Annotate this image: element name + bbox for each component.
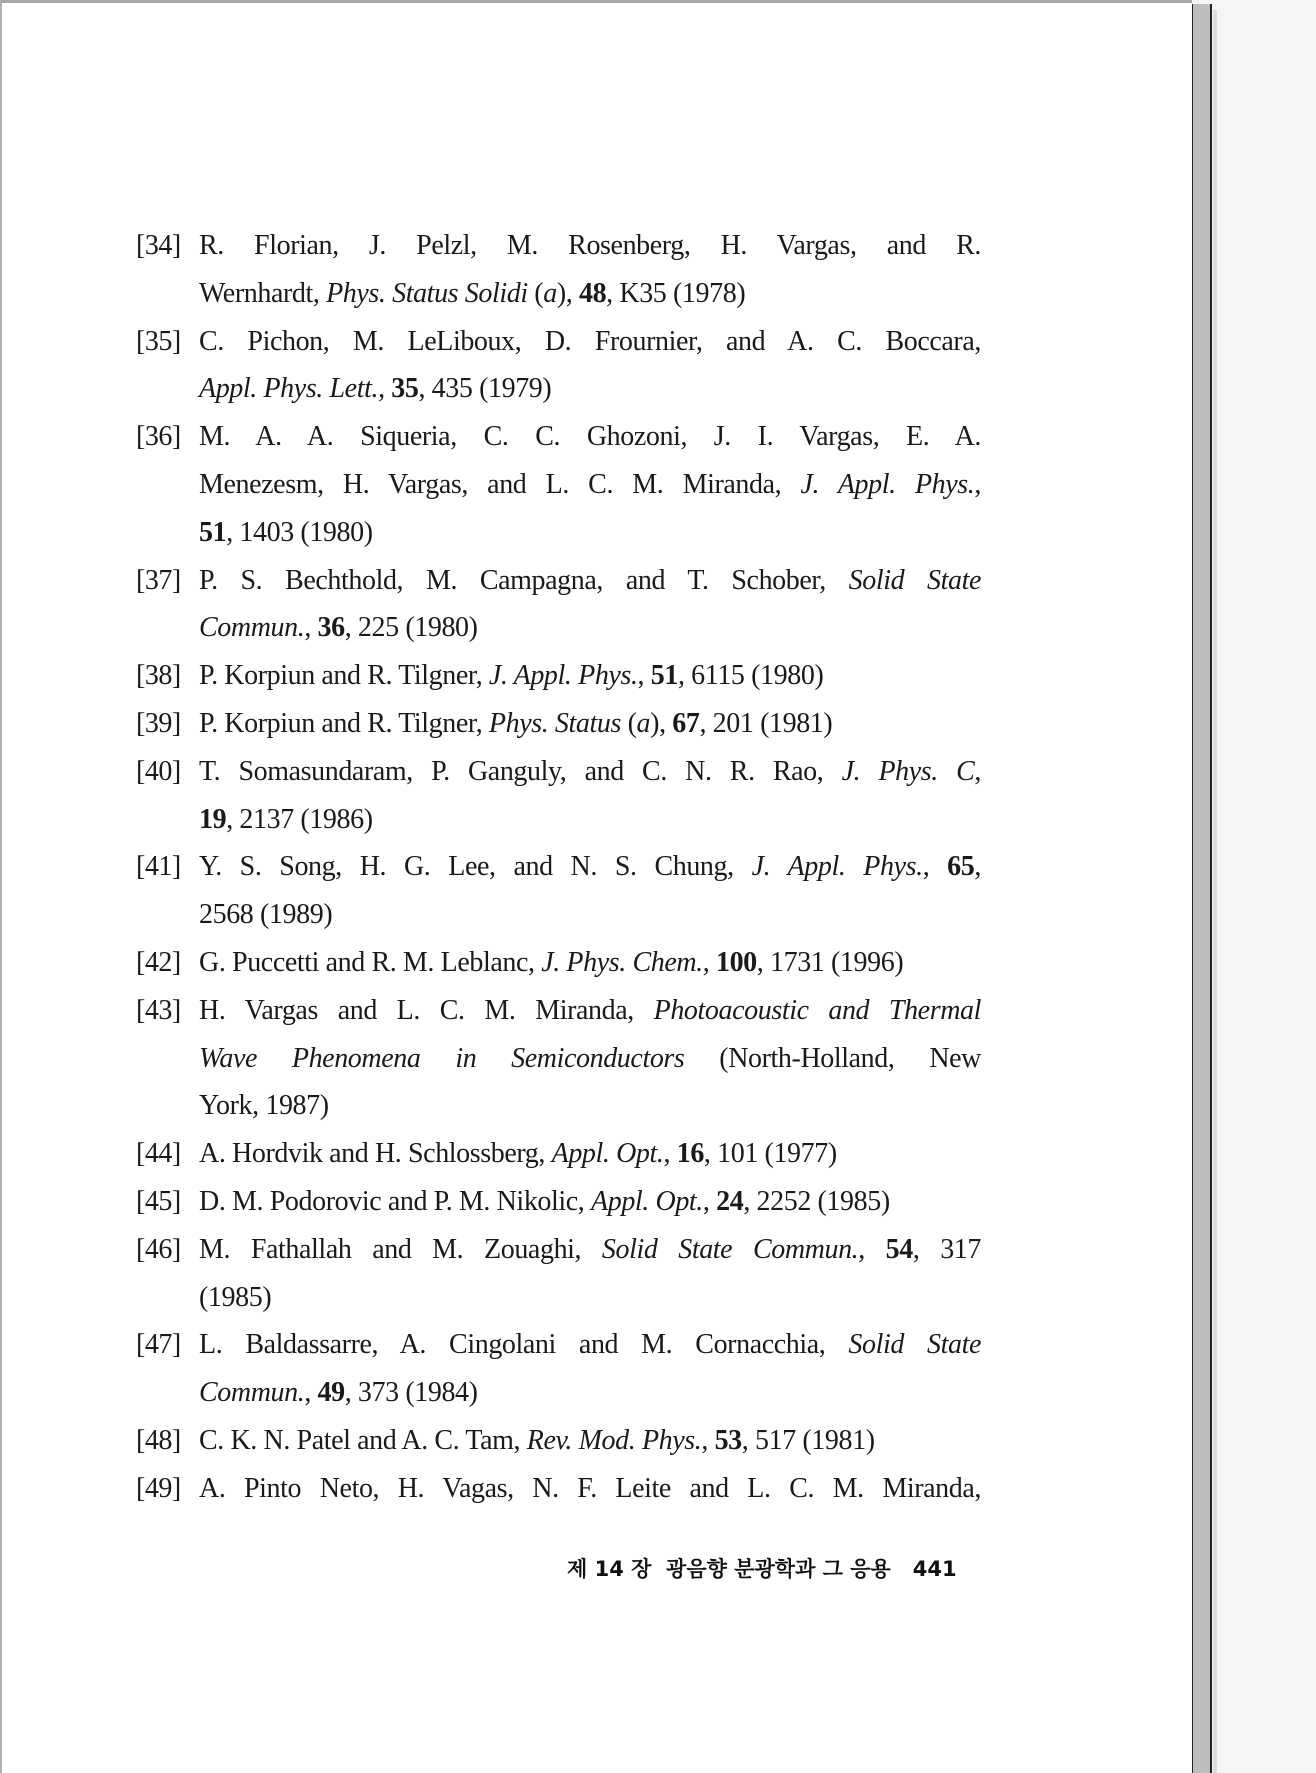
volume-number: 67 — [672, 708, 700, 739]
volume-number: 53 — [714, 1425, 742, 1456]
volume-number: 16 — [676, 1138, 704, 1170]
reference-text: , — [858, 1233, 886, 1265]
reference-text: ), — [650, 708, 673, 739]
reference-number: [34] — [136, 230, 181, 261]
reference-line — [199, 1469, 981, 1509]
reference-text: , 435 (1979) — [418, 373, 552, 405]
reference-text: ), — [556, 277, 579, 309]
reference-text: H. Vargas and L. C. M. Miranda, — [199, 994, 654, 1026]
reference-line — [199, 847, 981, 887]
journal-title: Phys. Status Solidi — [326, 277, 528, 309]
journal-title: J. Appl. Phys. — [488, 660, 638, 692]
reference-text: , 1403 (1980) — [226, 516, 373, 548]
reference-line — [199, 800, 981, 840]
reference-text: Menezesm, H. Vargas, and L. C. M. Miranda, — [199, 469, 801, 500]
volume-number: 36 — [317, 612, 345, 644]
reference-text: , 225 (1980) — [344, 612, 478, 644]
reference-text: 2568 (1989) — [199, 899, 333, 931]
reference-text: M. Fathallah and M. Zouaghi, — [199, 1233, 602, 1265]
reference-line — [199, 1086, 981, 1126]
journal-title: Solid State — [848, 564, 981, 596]
reference-text: , 201 (1981) — [699, 708, 833, 739]
reference-text: C. Pichon, M. LeLiboux, D. Frournier, and A. C. Boccara, — [199, 325, 981, 357]
reference-number: [41] — [136, 851, 181, 883]
reference-text: , 6115 (1980) — [677, 660, 824, 692]
reference-text: , K35 (1978) — [606, 277, 746, 309]
reference-number: [36] — [136, 421, 181, 453]
reference-text: , — [378, 373, 392, 405]
reference-line — [199, 274, 981, 314]
reference-number: [42] — [136, 947, 181, 978]
journal-title: Wave Phenomena in Semiconductors — [199, 1042, 685, 1074]
reference-text: , 517 (1981) — [741, 1425, 875, 1456]
journal-title: Commun. — [199, 1377, 305, 1409]
reference-text: ( — [621, 708, 637, 739]
reference-line — [199, 656, 981, 696]
reference-text: T. Somasundaram, P. Ganguly, and C. N. R. Rao, — [199, 755, 842, 787]
reference-line — [199, 1325, 981, 1365]
reference-line — [199, 752, 981, 792]
volume-number: 51 — [650, 660, 678, 692]
reference-text: A. Pinto Neto, H. Vagas, N. F. Leite and L. C. M. Miranda, — [199, 1472, 981, 1504]
reference-number: [46] — [136, 1233, 181, 1265]
journal-title: a — [636, 708, 651, 739]
reference-text: G. Puccetti and R. M. Leblanc, — [199, 947, 542, 978]
page-footer — [567, 1553, 957, 1583]
reference-line — [199, 1182, 981, 1222]
reference-text: (1985) — [199, 1281, 272, 1313]
volume-number: 54 — [885, 1233, 913, 1265]
volume-number: 48 — [578, 277, 607, 309]
volume-number: 100 — [715, 947, 757, 978]
reference-line — [199, 417, 981, 457]
reference-text: , — [663, 1138, 677, 1170]
reference-text: P. Korpiun and R. Tilgner, — [199, 660, 489, 692]
reference-text: , — [922, 851, 948, 883]
reference-number: [37] — [136, 564, 181, 596]
reference-text: (North-Holland, New — [684, 1042, 981, 1074]
running-header-chapter: 제 14 장 광음향 분광학과 그 응용 — [567, 1557, 891, 1581]
reference-text: , — [974, 469, 981, 500]
journal-title: Appl. Phys. Lett. — [199, 373, 379, 405]
reference-text: D. M. Podorovic and P. M. Nikolic, — [199, 1186, 592, 1217]
reference-line — [199, 1134, 981, 1174]
page-edge — [1192, 4, 1212, 1773]
reference-line — [199, 513, 981, 553]
reference-line — [199, 226, 981, 266]
reference-text: , — [974, 851, 981, 883]
reference-text: , — [702, 1186, 717, 1217]
reference-text: Y. S. Song, H. G. Lee, and N. S. Chung, — [199, 851, 752, 883]
reference-number: [49] — [136, 1472, 181, 1504]
reference-text: , — [702, 947, 716, 978]
reference-number: [40] — [136, 755, 181, 787]
reference-number: [38] — [136, 660, 181, 692]
reference-number: [39] — [136, 708, 181, 739]
reference-line — [199, 561, 981, 601]
reference-line — [199, 465, 981, 505]
volume-number: 35 — [391, 373, 419, 405]
reference-number: [48] — [136, 1425, 181, 1456]
reference-line — [199, 704, 981, 744]
reference-number: [43] — [136, 994, 181, 1026]
reference-line — [199, 608, 981, 648]
journal-title: J. Phys. C — [841, 755, 975, 787]
reference-text: L. Baldassarre, A. Cingolani and M. Cornacchia, — [199, 1329, 849, 1361]
reference-number: [44] — [136, 1138, 181, 1170]
volume-number: 65 — [947, 851, 975, 883]
reference-line — [199, 322, 981, 362]
reference-text: , 317 — [912, 1233, 981, 1265]
journal-title: J. Appl. Phys. — [800, 469, 975, 500]
reference-text: Wernhardt, — [199, 277, 327, 309]
reference-number: [35] — [136, 325, 181, 357]
reference-line — [199, 943, 981, 983]
reference-text: , — [974, 755, 981, 787]
volume-number: 49 — [317, 1377, 345, 1409]
reference-text: , — [304, 1377, 318, 1409]
volume-number: 19 — [199, 803, 227, 835]
journal-title: Phys. Status — [488, 708, 621, 739]
reference-text: , 101 (1977) — [703, 1138, 837, 1170]
reference-text: P. S. Bechthold, M. Campagna, and T. Schober, — [199, 564, 849, 596]
journal-title: J. Appl. Phys. — [751, 851, 923, 883]
reference-line — [199, 895, 981, 935]
reference-line — [199, 1373, 981, 1413]
journal-title: Solid State — [848, 1329, 981, 1361]
reference-line — [199, 1039, 981, 1079]
journal-title: Solid State Commun. — [601, 1233, 859, 1265]
journal-title: a — [543, 277, 557, 309]
page-shadow — [1213, 10, 1217, 1773]
reference-line — [199, 1278, 981, 1318]
journal-title: J. Phys. Chem. — [541, 947, 703, 978]
reference-text: , 1731 (1996) — [756, 947, 904, 978]
reference-text: , 373 (1984) — [344, 1377, 478, 1409]
journal-title: Appl. Opt. — [551, 1138, 664, 1170]
reference-text: , 2252 (1985) — [743, 1186, 890, 1217]
reference-text: C. K. N. Patel and A. C. Tam, — [199, 1425, 527, 1456]
reference-text: P. Korpiun and R. Tilgner, — [199, 708, 489, 739]
reference-text: ( — [527, 277, 544, 309]
journal-title: Photoacoustic and Thermal — [653, 994, 981, 1026]
page-number: 441 — [912, 1557, 957, 1581]
reference-line — [199, 1230, 981, 1270]
reference-number: [45] — [136, 1186, 181, 1217]
reference-text: , — [304, 612, 318, 644]
journal-title: Rev. Mod. Phys. — [526, 1425, 702, 1456]
reference-number: [47] — [136, 1329, 181, 1361]
reference-text: York, 1987) — [199, 1090, 329, 1122]
reference-line — [199, 991, 981, 1031]
reference-text: R. Florian, J. Pelzl, M. Rosenberg, H. Vargas, and R. — [199, 230, 981, 261]
volume-number: 24 — [716, 1186, 744, 1217]
reference-line — [199, 1421, 981, 1461]
reference-text: , — [701, 1425, 715, 1456]
journal-title: Appl. Opt. — [591, 1186, 703, 1217]
reference-text: M. A. A. Siqueria, C. C. Ghozoni, J. I. Vargas, E. A. — [199, 421, 981, 453]
reference-text: , — [637, 660, 651, 692]
reference-line — [199, 369, 981, 409]
journal-title: Commun. — [199, 612, 305, 644]
reference-text: , 2137 (1986) — [226, 803, 373, 835]
volume-number: 51 — [199, 516, 227, 548]
reference-text: A. Hordvik and H. Schlossberg, — [199, 1138, 552, 1170]
